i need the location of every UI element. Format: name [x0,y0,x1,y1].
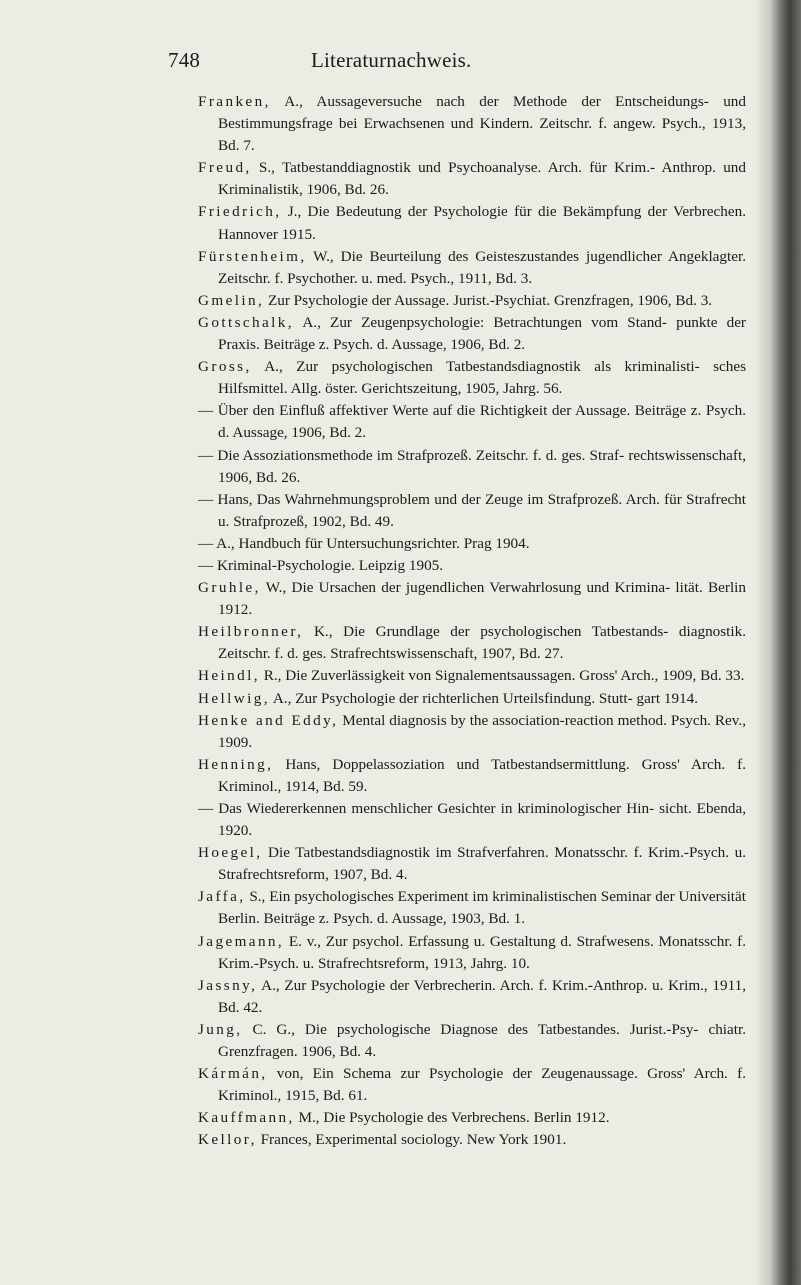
bibliography-entry [198,1107,746,1129]
entry-text: Das Wiedererkennen menschlicher Gesichter in kriminologischer Hin- sicht. Ebenda, 1920. [213,800,746,840]
entry-text: Die Assoziationsmethode im Strafprozeß. Zeitschr. f. d. ges. Straf- rechtswissenschaft, 1906, Bd. 26. [213,446,746,486]
entry-text: W., Die Beurteilung des Geisteszustandes jugendlicher Angeklagter. Zeitschr. f. Psychother. u. med. Psych., 1911, Bd. 3. [218,247,746,287]
entry-text: Zur Psychologie der Aussage. Jurist.-Psychiat. Grenzfragen, 1906, Bd. 3. [264,291,713,309]
bibliography-list [198,91,746,1152]
entry-author: Hellwig, [198,689,270,707]
entry-author: Jassny, [198,976,258,994]
entry-author: Gruhle, [198,579,261,597]
entry-text: Die Tatbestandsdiagnostik im Strafverfahren. Monatsschr. f. Krim.-Psych. u. Strafrechtsreform, 1907, Bd. 4. [218,844,746,884]
bibliography-entry [198,621,746,665]
ditto-dash: — [198,556,214,574]
entry-text: S., Ein psychologisches Experiment im kriminalistischen Seminar der Universität Berlin. Beiträge z. Psych. d. Aussage, 1903, Bd. 1. [218,888,746,928]
ditto-dash: — [198,446,214,464]
bibliography-entry [198,290,746,312]
entry-author: Hoegel, [198,844,263,862]
entry-author: Jung, [198,1020,243,1038]
entry-text: A., Zur Psychologie der richterlichen Urteilsfindung. Stutt- gart 1914. [269,689,699,707]
entry-text: Kriminal-Psychologie. Leipzig 1905. [213,556,444,574]
entry-author: Freud, [198,159,252,177]
entry-author: Henning, [198,755,274,773]
entry-author: Gross, [198,358,252,376]
bibliography-entry [198,157,746,201]
entry-text: E. v., Zur psychol. Erfassung u. Gestaltung d. Strafwesens. Monatsschr. f. Krim.-Psych. u. Strafrechtsreform, 1913, Jahrg. 10. [218,932,746,972]
ditto-dash: — [198,800,214,817]
entry-text: A., Handbuch für Untersuchungsrichter. Prag 1904. [213,534,530,552]
bibliography-entry [198,201,746,245]
bibliography-entry [198,1129,746,1151]
bibliography-entry [198,975,746,1019]
entry-text: R., Die Zuverlässigkeit von Signalementsaussagen. Gross' Arch., 1909, Bd. 33. [259,667,745,685]
entry-text: A., Zur Zeugenpsychologie: Betrachtungen vom Stand- punkte der Praxis. Beiträge z. Psych. d. Aussage, 1906, Bd. 2. [218,313,746,354]
ditto-dash: — [198,534,214,552]
page-header [168,48,728,78]
entry-text: A., Aussageversuche nach der Methode der Entscheidungs- und Bestimmungsfrage bei Erwachsenen und Kindern. Zeitschr. f. angew. Psych., 1913, Bd. 7. [218,93,746,155]
entry-author: Fürstenheim, [198,247,307,265]
bibliography-entry [198,577,746,621]
bibliography-entry [198,688,746,710]
bibliography-subentry [198,400,746,444]
entry-text: Hans, Das Wahrnehmungsproblem und der Zeuge im Strafprozeß. Arch. für Strafrecht u. Strafprozeß, 1902, Bd. 49. [213,490,746,530]
bibliography-entry [198,356,746,400]
entry-text: von, Ein Schema zur Psychologie der Zeugenaussage. Gross' Arch. f. Kriminol., 1915, Bd. 61. [218,1065,746,1105]
entry-author: Kauffmann, [198,1109,295,1127]
entry-author: Jagemann, [198,932,285,950]
entry-author: Gottschalk, [198,313,294,331]
entry-text: W., Die Ursachen der jugendlichen Verwahrlosung und Krimina- lität. Berlin 1912. [218,579,746,619]
entry-text: K., Die Grundlage der psychologischen Tatbestands- diagnostik. Zeitschr. f. d. ges. Strafrechtswissenschaft, 1907, Bd. 27. [218,623,746,663]
bibliography-entry [198,91,746,157]
ditto-dash: — [198,490,214,508]
entry-text: Frances, Experimental sociology. New York 1901. [256,1131,567,1149]
bibliography-entry [198,931,746,975]
running-head: Literaturnachweis. [311,48,472,72]
bibliography-entry [198,1019,746,1063]
entry-text: Mental diagnosis by the association-reaction method. Psych. Rev., 1909. [218,711,746,751]
entry-text: Hans, Doppelassoziation und Tatbestandsermittlung. Gross' Arch. f. Kriminol., 1914, Bd. 59. [218,755,746,795]
bibliography-subentry [198,445,746,489]
entry-author: Kármán, [198,1065,268,1083]
entry-text: M., Die Psychologie des Verbrechens. Berlin 1912. [294,1109,610,1127]
bibliography-entry [198,754,746,798]
entry-text: Über den Einfluß affektiver Werte auf die Richtigkeit der Aussage. Beiträge z. Psych. d. Aussage, 1906, Bd. 2. [213,402,746,442]
entry-text: J., Die Bedeutung der Psychologie für die Bekämpfung der Verbrechen. Hannover 1915. [218,203,746,243]
entry-author: Heindl, [198,667,260,685]
entry-author: Heilbronner, [198,623,304,641]
bibliography-entry [198,312,746,356]
bibliography-entry [198,246,746,290]
entry-author: Friedrich, [198,203,282,221]
entry-author: Kellor, [198,1131,257,1149]
entry-text: S., Tatbestanddiagnostik und Psychoanalyse. Arch. für Krim.- Anthrop. und Kriminalistik, 1906, Bd. 26. [218,159,746,199]
page-number: 748 [168,48,201,72]
entry-text: C. G., Die psychologische Diagnose des Tatbestandes. Jurist.-Psy- chiatr. Grenzfragen. 1906, Bd. 4. [218,1020,746,1061]
bibliography-entry [198,665,746,687]
bibliography-subentry [198,798,746,842]
bibliography-subentry [198,533,746,555]
entry-author: Henke and Eddy, [198,711,339,729]
ditto-dash: — [198,402,214,420]
bibliography-entry [198,710,746,754]
entry-author: Gmelin, [198,291,265,309]
bibliography-subentry [198,489,746,533]
entry-text: A., Zur psychologischen Tatbestandsdiagnostik als kriminalisti- sches Hilfsmittel. Allg. öster. Gerichtszeitung, 1905, Jahrg. 56. [218,358,746,398]
entry-author: Franken, [198,93,271,110]
entry-author: Jaffa, [198,888,246,906]
bibliography-entry [198,1063,746,1107]
bibliography-entry [198,842,746,886]
entry-text: A., Zur Psychologie der Verbrecherin. Arch. f. Krim.-Anthrop. u. Krim., 1911, Bd. 42. [218,976,746,1016]
bibliography-entry [198,886,746,930]
page-edge-shadow [757,0,801,1285]
bibliography-subentry [198,555,746,577]
